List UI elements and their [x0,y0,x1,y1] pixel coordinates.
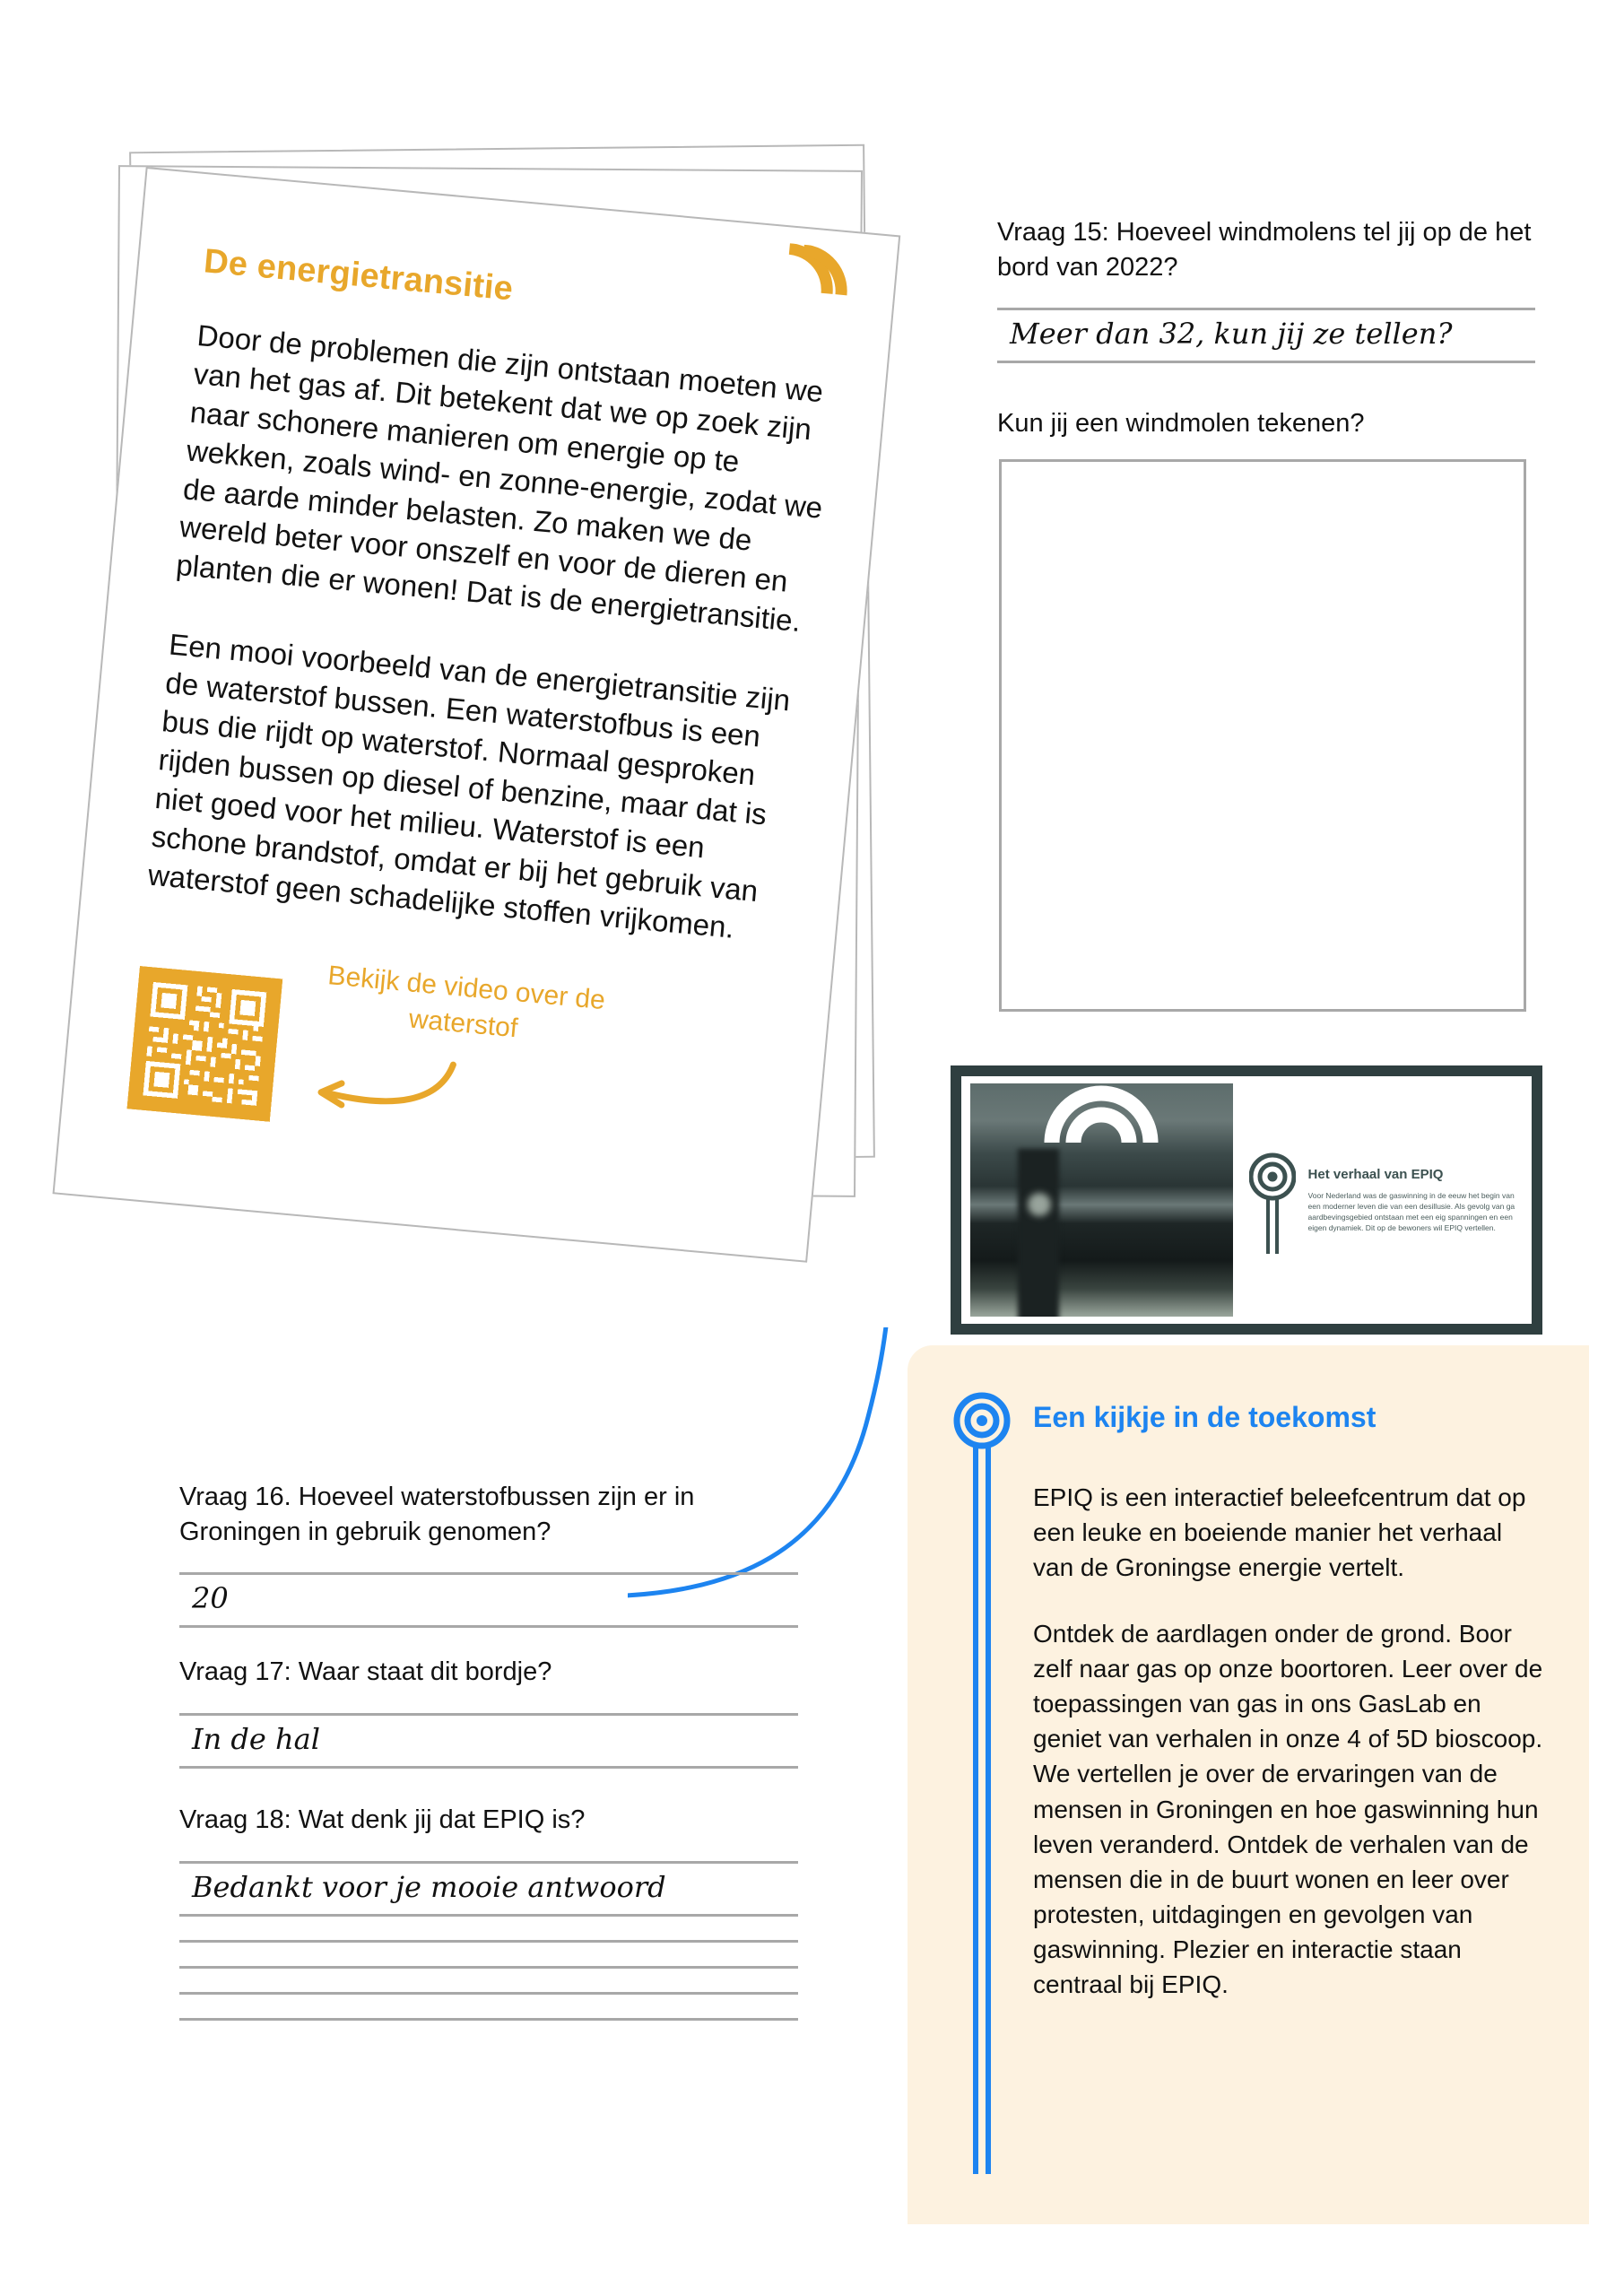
question-16-answer-text: 20 [192,1581,229,1616]
question-17-text: Vraag 17: Waar staat dit bordje? [179,1657,552,1686]
toekomst-title: Een kijkje in de toekomst [1033,1401,1376,1433]
question-16-block [179,1480,798,1628]
qr-code-icon[interactable] [126,966,282,1122]
drawing-area[interactable] [999,459,1526,1012]
card-paper-front [53,167,901,1263]
epiq-target-icon [1249,1146,1296,1254]
epiq-sign-text-area [1233,1076,1532,1324]
question-17-block [179,1655,798,1769]
question-15-answer-field[interactable] [997,308,1535,363]
toekomst-panel [908,1345,1589,2224]
curved-arrow-icon [289,1038,465,1125]
question-16-text: Vraag 16. Hoeveel waterstofbussen zijn er in Groningen in gebruik genomen? [179,1483,695,1546]
question-18-answer-text: Bedankt voor je mooie antwoord [192,1869,666,1904]
card-paragraph-2: Een mooi voorbeeld van de energietransitie zijn de waterstof bussen. Een waterstofbus is een bus die rijdt op waterstof. Normaal gesproken rijden bussen op diesel of benzine, maar dat is niet goed voor het milieu. Waterstof is een schone brandstof, omdat er bij het gebruik van waterstof geen schadelijke stoffen vrijkomen. [146,627,792,944]
epiq-sign-photo [951,1065,1542,1335]
question-17-answer-text: In de hal [192,1721,320,1756]
epiq-arcs-icon [1034,1083,1168,1178]
qr-video-row [126,941,767,1177]
card-title: De energietransitie [202,242,515,309]
question-18-blank-line-2[interactable] [179,1966,798,1969]
question-15-answer-text: Meer dan 32, kun jij ze tellen? [1010,317,1453,352]
question-18-blank-line-4[interactable] [179,2018,798,2021]
toekomst-paragraph-2: Ontdek de aardlagen onder de grond. Boor zelf naar gas op onze boortoren. Leer over de toepassingen van gas in ons GasLab en geniet van verhalen in onze 4 of 5D bioscoop. We vertellen je over de ervaringen van de mensen in Groningen en hoe gaswinning hun leven veranderd. Ontdek de verhalen van de mensen die in de buurt wonen en leer over protesten, uitdagingen en gevolgen van gaswinning. Plezier en interactie staan centraal bij EPIQ. [1033,1619,1543,1999]
question-18-blank-line-1[interactable] [179,1940,798,1943]
card-paragraph-1: Door de problemen die zijn ontstaan moeten we van het gas af. Dit betekent dat we op zoek zijn naar schonere manieren om energie op te wekken, zoals wind- en zonne-energie, zodat we de aarde minder belasten. Zo maken we de wereld beter voor onszelf en voor de dieren en planten die er wonen! Dat is de energietransitie. [174,317,825,639]
question-16-answer-field[interactable] [179,1572,798,1628]
epiq-sign-heading: Het verhaal van EPIQ [1307,1166,1444,1182]
question-15-block [997,215,1535,363]
question-17-answer-field[interactable] [179,1713,798,1769]
question-18-text: Vraag 18: Wat denk jij dat EPIQ is? [179,1805,586,1834]
epiq-sign-body: Voor Nederland was de gaswinning in de eeuw het begin van een moderner leven die van een desillusie. Als gevolg van ga aardbevingsgebied ontstaan met een eig spanningen en een eigen dynamiek. Dit op de bewoners wil EPIQ vertellen. [1307,1190,1515,1233]
energietransitie-card-stack [108,148,897,1233]
question-18-answer-field[interactable] [179,1861,798,1917]
question-15-text: Vraag 15: Hoeveel windmolens tel jij op de het bord van 2022? [997,218,1532,282]
epiq-sign-panel [961,1076,1532,1324]
question-18-block [179,1803,798,2021]
qr-caption: Bekijk de video over de waterstof [326,961,607,1043]
toekomst-body [1033,1480,1544,2033]
question-18-blank-line-3[interactable] [179,1992,798,1995]
question-15-sub-text: Kun jij een windmolen tekenen? [997,409,1365,438]
epiq-arcs-icon [772,242,862,332]
epiq-target-icon [952,1388,1012,2178]
epiq-photo-image [970,1083,1233,1317]
toekomst-paragraph-1: EPIQ is een interactief beleefcentrum dat op een leuke en boeiende manier het verhaal van de Groningse energie vertelt. [1033,1483,1526,1582]
